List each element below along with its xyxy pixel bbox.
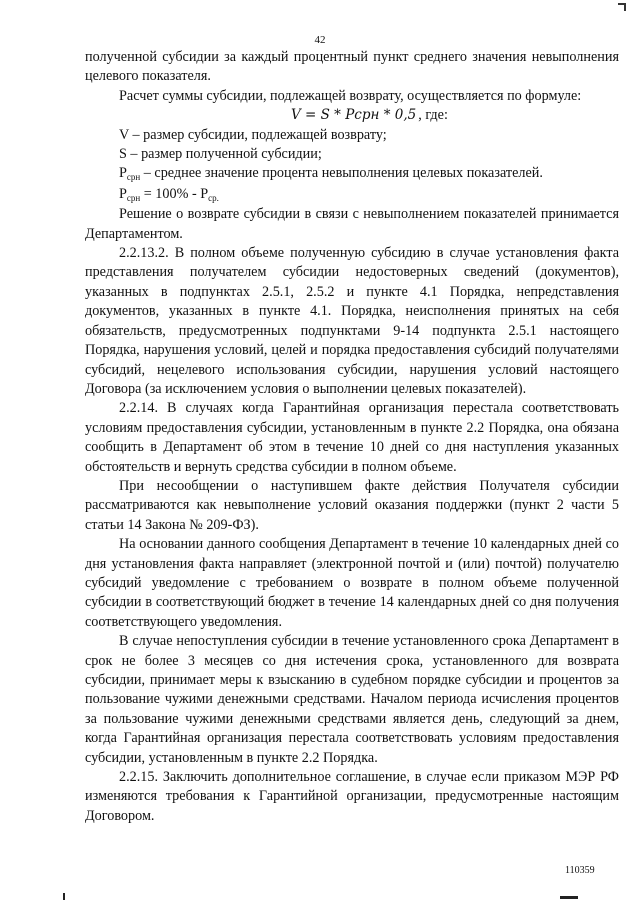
paragraph-non-receipt: В случае непоступления субсидии в течение установленного срока Департамент в срок не более 3 месяцев со дня истечения срока, установленного для возврата субсидии, принимает меры к взысканию в судебном порядке субсидии и процентов за пользование чужими денежными средствами. Началом периода исчисления процентов за пользование чужими денежными средствами является день, следующий за днем, когда Гарантийная организация перестала соответствовать условиям предоставления субсидии, установленным в пункте 2.2 Порядка.	[85, 633, 619, 766]
paragraph-2-2-13-2: 2.2.13.2. В полном объеме полученную субсидию в случае установления факта представления получателем субсидии недостоверных сведений (документов), указанных в подпунктах 2.5.1, 2.5.2 и пункте 4.1 Порядка, непредставления документов, указанных в пункте 4.1. Порядка, неисполнения принятых на себя обязательств, предусмотренных подпунктами 9-14 подпункта 2.5.1 настоящего Порядка, нарушения условий, целей и порядка предоставления субсидий получателями субсидий, нецелевого использования субсидии, нарушения условий настоящего Договора (за исключением условия о выполнении целевых показателей).	[85, 245, 619, 397]
definition-p-formula	[85, 185, 619, 205]
paragraph-2-2-14: 2.2.14. В случаях когда Гарантийная организация перестала соответствовать условиям предоставления субсидии, установленным в пункте 2.2 Порядка, она обязана сообщить в Департамент об этом в течение 10 дней со дня наступления указанных обстоятельств и вернуть средства субсидии в полном объеме.	[85, 400, 619, 475]
definition-p2-mid: = 100% - Р	[140, 185, 209, 202]
formula-tail: , где:	[418, 107, 448, 124]
scan-mark-left	[63, 893, 65, 900]
page-number: 42	[314, 34, 326, 46]
definition-p2-subscript: срн	[126, 192, 141, 203]
paragraph-continuation: полученной субсидии за каждый процентный пункт среднего значения невыполнения целевого показателя.	[85, 49, 619, 85]
paragraph-2-2-15: 2.2.15. Заключить дополнительное соглашение, в случае если приказом МЭР РФ изменяются требования к Гарантийной организации, предусмотренные настоящим Договором.	[85, 769, 619, 824]
definition-p2-symbol: Р	[119, 185, 127, 202]
document-body	[85, 48, 619, 826]
definition-p	[85, 164, 619, 184]
definition-p-subscript: срн	[126, 172, 141, 183]
definition-s: S – размер полученной субсидии;	[119, 146, 322, 163]
document-code: 110359	[565, 865, 595, 876]
definition-v: V – размер субсидии, подлежащей возврату;	[119, 126, 387, 143]
formula-line	[85, 106, 619, 125]
paragraph-non-report: При несообщении о наступившем факте действия Получателя субсидии рассматриваются как невыполнение условий оказания поддержки (пункт 2 части 5 статьи 14 Закона № 209-ФЗ).	[85, 477, 619, 533]
scan-mark-right	[560, 896, 578, 899]
paragraph-formula-intro: Расчет суммы субсидии, подлежащей возврату, осуществляется по формуле:	[119, 87, 582, 104]
paragraph-basis: На основании данного сообщения Департамент в течение 10 календарных дней со дня установления факта направляет (электронной почтой и (или) почтой) получателю субсидий уведомление с требованием о возврате в полном объеме полученной субсидии в соответствующий бюджет в течение 14 календарных дней со дня получения соответствующего уведомления.	[85, 536, 619, 630]
definition-p2-subscript-2: ср.	[208, 192, 219, 203]
definition-p-symbol: Р	[119, 165, 127, 182]
scan-corner-mark	[618, 3, 626, 11]
refund-formula: V = S * Рсрн * 0,5	[291, 107, 417, 124]
paragraph-decision: Решение о возврате субсидии в связи с невыполнением показателей принимается Департаментом.	[85, 206, 619, 242]
definition-p-text: – среднее значение процента невыполнения целевых показателей.	[140, 165, 543, 182]
